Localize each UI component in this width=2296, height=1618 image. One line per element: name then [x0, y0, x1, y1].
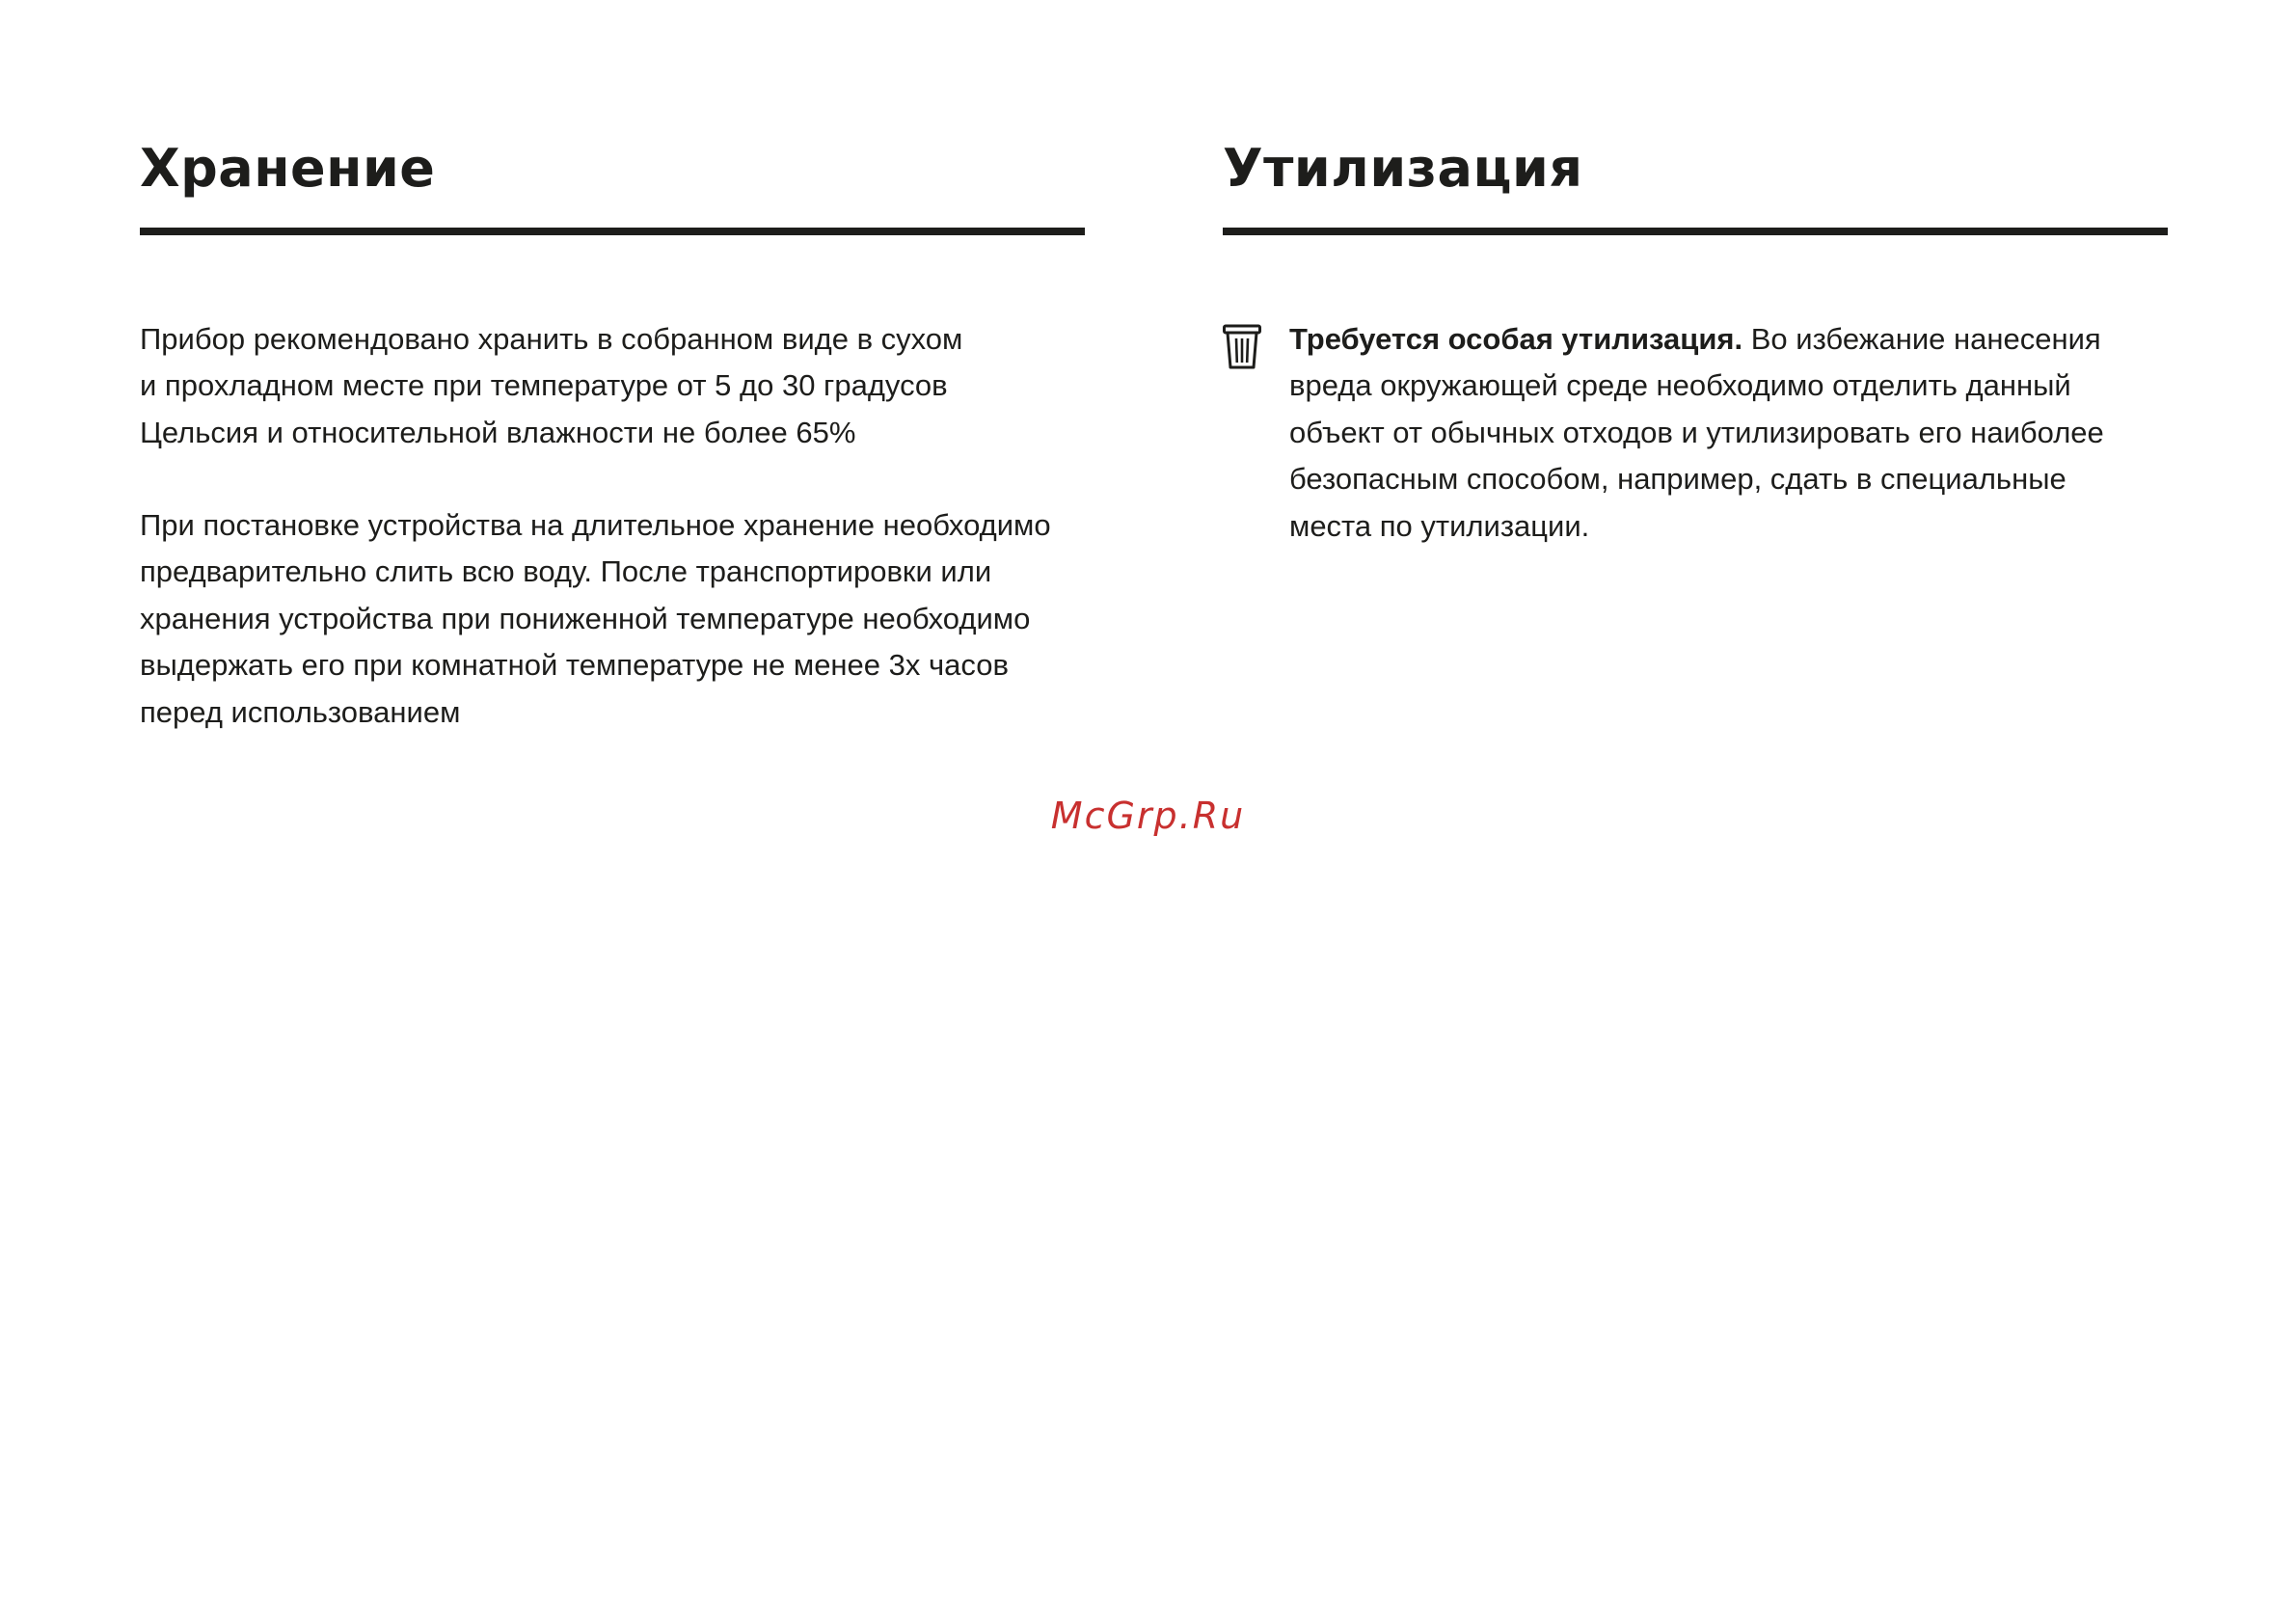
storage-paragraph-2: [140, 502, 1051, 736]
disposal-divider: [1223, 228, 2168, 235]
watermark: McGrp.Ru: [1050, 795, 1246, 837]
disposal-paragraph: [1289, 316, 2104, 550]
storage-paragraph-1-line: Прибор рекомендовано хранить в собранном виде в сухом: [140, 322, 963, 356]
storage-paragraph-2-line: перед использованием: [140, 694, 461, 729]
storage-paragraph-2-line: выдержать его при комнатной температуре не менее 3х часов: [140, 648, 1009, 683]
disposal-paragraph-line: объект от обычных отходов и утилизировать его наиболее: [1289, 415, 2104, 449]
disposal-paragraph-line: места по утилизации.: [1289, 508, 1590, 543]
storage-paragraph-1-line: Цельсия и относительной влажности не более 65%: [140, 415, 856, 449]
storage-paragraph-2-line: предварительно слить всю воду. После транспортировки или: [140, 554, 992, 589]
disposal-title: Утилизация: [1223, 138, 1583, 199]
trash-icon: [1223, 324, 1261, 370]
disposal-paragraph-line: вреда окружающей среде необходимо отделить данный: [1289, 368, 2071, 403]
storage-paragraph-2-line: При постановке устройства на длительное хранение необходимо: [140, 508, 1051, 542]
disposal-paragraph-line: безопасным способом, например, сдать в специальные: [1289, 462, 2066, 497]
disposal-bold-lead: Требуется особая утилизация.: [1289, 322, 1743, 356]
disposal-paragraph-line: [1289, 316, 2104, 363]
storage-paragraph-2-line: хранения устройства при пониженной температуре необходимо: [140, 601, 1031, 635]
storage-divider: [140, 228, 1085, 235]
storage-paragraph-1-line: и прохладном месте при температуре от 5 до 30 градусов: [140, 368, 948, 403]
storage-title: Хранение: [140, 138, 436, 199]
disposal-first-line-rest: Во избежание нанесения: [1742, 322, 2101, 356]
storage-paragraph-1: [140, 316, 962, 456]
